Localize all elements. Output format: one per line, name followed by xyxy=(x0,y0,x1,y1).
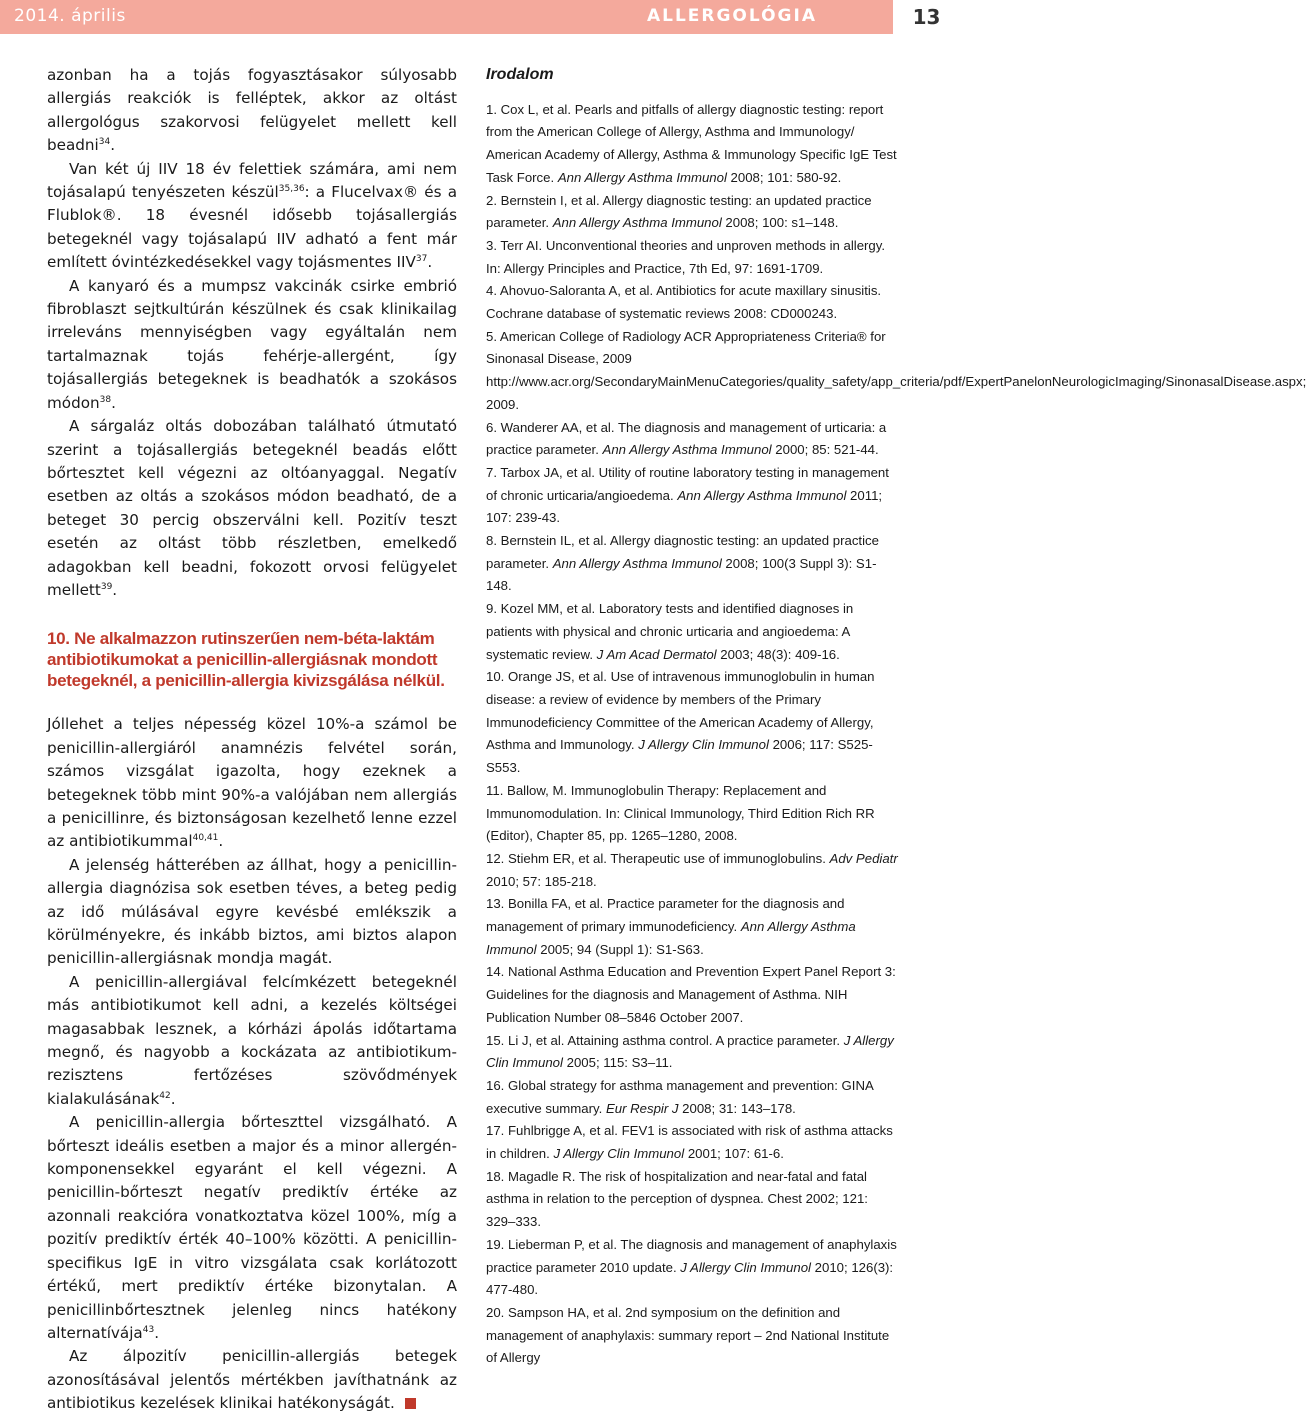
journal-name: Ann Allergy Asthma Immunol xyxy=(602,442,772,458)
reference-item: 17. Fuhlbrigge A, et al. FEV1 is associated with risk of asthma attacks in children. J Allergy Clin Immunol 2001; 107: 61-6. xyxy=(486,1123,893,1162)
journal-name: J Allergy Clin Immunol xyxy=(486,1032,894,1071)
end-of-article-mark xyxy=(405,1398,416,1409)
paragraph: Az álpozitív penicillin-allergiás betegek azonosításával jelentős mértékben javíthatnánk az antibiotikus kezelések klinikai hatékonyságát. xyxy=(47,1347,457,1413)
paragraph: Van két új IIV 18 év felettiek számára, ami nem tojásalapú tenyészeten készül$^{35,36}$: a Flucelvax® és a Flublok®. 18 évesnél idősebb tojásallergiás betegeknél vagy tojásalapú IIV adható a fent már említett óvintézkedésekkel vagy tojásmentes IIV$^{37}$. xyxy=(47,159,457,272)
main-text-column xyxy=(47,64,457,1416)
reference-item: 14. National Asthma Education and Prevention Expert Panel Report 3: Guidelines for the diagnosis and Management of Asthma. NIH Publication Number 08–5846 October 2007. xyxy=(486,964,896,1025)
paragraph: A sárgaláz oltás dobozában található útmutató szerint a tojásallergiás betegeknél beadás előtt bőrtesztet kell végezni az oltóanyaggal. Negatív esetben az oltás a szokásos módon beadható, de a beteget 30 percig obszerválni kell. Pozitív teszt esetén az oltást több részletben, emelkedő adagokban kell beadni, fokozott orvosi felügyelet mellett$^{39}$. xyxy=(47,417,457,599)
section-heading: 10. Ne alkalmazzon rutinszerűen nem-béta-laktám antibiotikumokat a penicillin-allergiásnak mondott betegeknél, a penicillin-allergia kivizsgálása nélkül. xyxy=(47,629,445,691)
reference-item: 12. Stiehm ER, et al. Therapeutic use of immunoglobulins. Adv Pediatr 2010; 57: 185-218. xyxy=(486,850,898,889)
reference-item: 4. Ahovuo-Saloranta A, et al. Antibiotics for acute maxillary sinusitis. Cochrane database of systematic reviews 2008: CD000243. xyxy=(486,283,882,322)
journal-name: Eur Respir J xyxy=(605,1100,679,1116)
journal-name: Ann Allergy Asthma Immunol xyxy=(486,919,856,957)
reference-item: 18. Magadle R. The risk of hospitalization and near-fatal and fatal asthma in relation to the perception of dyspnea. Chest 2002; 121: 329–333. xyxy=(486,1168,868,1230)
reference-item: 13. Bonilla FA, et al. Practice parameter for the diagnosis and management of primary immunodeficiency. Ann Allergy Asthma Immunol 2005; 94 (Suppl 1): S1-S63. xyxy=(486,896,856,957)
paragraph: A jelenség hátterében az állhat, hogy a penicillin-allergia diagnózisa sok esetben téves, a beteg pedig az idő múlásával egyre kevésbé emlékszik a körülményekre, és inkább biztos, ami biztos alapon penicillin-allergiásnak mondja magát. xyxy=(47,855,457,968)
references-title: Irodalom xyxy=(486,66,554,83)
header-bar xyxy=(0,0,893,34)
paragraph: Jóllehet a teljes népesség közel 10%-a számol be penicillin-allergiáról anamnézis felvétel során, számos vizsgálat igazolta, hogy ezeknek a betegeknek több mint 90%-a valójában nem allergiás a penicillinre, és biztonságosan kezelhető lenne ezzel az antibiotikummal$^{40,41}$. xyxy=(47,715,457,851)
reference-item: 5. American College of Radiology ACR Appropriateness Criteria® for Sinonasal Disease, 2009 http://www.acr.org/SecondaryMainMenuCategories/quality_safety/app_criteria/pdf/ExpertPanelonNeurologicImaging/SinonasalDisease.aspx; 2009. xyxy=(486,328,1306,412)
reference-item: 1. Cox L, et al. Pearls and pitfalls of allergy diagnostic testing: report from the American College of Allergy, Asthma and Immunology/ American Academy of Allergy, Asthma & Immunology Specific IgE Test Task Force. Ann Allergy Asthma Immunol 2008; 101: 580-92. xyxy=(486,101,897,185)
paragraph: A penicillin-allergiával felcímkézett betegeknél más antibiotikumot kell adni, a kezelés költségei magasabbak lesznek, a kórházi ápolás időtartama megnő, és nagyobb a kockázata az antibiotikum-rezisztens fertőzéses szövődmények kialakulásának$^{42}$. xyxy=(47,972,457,1108)
journal-name: Adv Pediatr xyxy=(829,850,898,866)
paragraph: A kanyaró és a mumpsz vakcinák csirke embrió fibroblaszt sejtkultúrán készülnek és csak klinikailag irreleváns mennyiségben vagy egyáltalán nem tartalmaznak tojás fehérje-allergént, így tojásallergiás betegeknek is beadhatók a szokásos módon$^{38}$. xyxy=(47,276,457,412)
reference-item: 7. Tarbox JA, et al. Utility of routine laboratory testing in management of chronic urticaria/angioedema. Ann Allergy Asthma Immunol 2011; 107: 239-43. xyxy=(486,464,889,526)
journal-name: J Allergy Clin Immunol xyxy=(553,1146,685,1162)
reference-item: 16. Global strategy for asthma management and prevention: GINA executive summary. Eur Respir J 2008; 31: 143–178. xyxy=(486,1077,874,1116)
reference-item: 8. Bernstein IL, et al. Allergy diagnostic testing: an updated practice parameter. Ann Allergy Asthma Immunol 2008; 100(3 Suppl 3): S1-148. xyxy=(486,533,879,594)
references-column xyxy=(486,64,1306,1370)
reference-item: 6. Wanderer AA, et al. The diagnosis and management of urticaria: a practice parameter. Ann Allergy Asthma Immunol 2000; 85: 521-44. xyxy=(486,419,887,458)
reference-item: 15. Li J, et al. Attaining asthma control. A practice parameter. J Allergy Clin Immunol 2005; 115: S3–11. xyxy=(486,1032,894,1071)
reference-item: 9. Kozel MM, et al. Laboratory tests and identified diagnoses in patients with physical and chronic urticaria and angioedema: A systematic review. J Am Acad Dermatol 2003; 48(3): 409-16. xyxy=(486,601,854,662)
reference-item: 20. Sampson HA, et al. 2nd symposium on the definition and management of anaphylaxis: summary report – 2nd National Institute of Allergy xyxy=(486,1304,890,1366)
journal-name: J Allergy Clin Immunol xyxy=(680,1259,811,1275)
journal-name: ALLERGOLÓGIA xyxy=(646,6,817,26)
reference-item: 11. Ballow, M. Immunoglobulin Therapy: Replacement and Immunomodulation. In: Clinical Immunology, Third Edition Rich RR (Editor), Chapter 85, pp. 1265–1280, 2008. xyxy=(486,782,875,844)
page-header xyxy=(0,0,960,34)
reference-item: 2. Bernstein I, et al. Allergy diagnostic testing: an updated practice parameter. Ann Allergy Asthma Immunol 2008; 100: s1–148. xyxy=(486,192,872,231)
journal-name: Ann Allergy Asthma Immunol xyxy=(557,169,727,185)
paragraph: azonban ha a tojás fogyasztásakor súlyosabb allergiás reakciók is felléptek, akkor az oltást allergológus szakorvosi felügyelet mellett kell beadni$^{34}$. xyxy=(47,66,457,155)
reference-list xyxy=(486,99,1306,1370)
journal-name: Ann Allergy Asthma Immunol xyxy=(552,215,722,231)
journal-name: Ann Allergy Asthma Immunol xyxy=(677,487,847,503)
journal-name: Ann Allergy Asthma Immunol xyxy=(552,555,722,571)
reference-item: 3. Terr AI. Unconventional theories and unproven methods in allergy. In: Allergy Principles and Practice, 7th Ed, 97: 1691-1709. xyxy=(486,237,886,276)
paragraph: A penicillin-allergia bőrteszttel vizsgálható. A bőrteszt ideális esetben a major és a minor allergén-komponensekkel egyaránt el kell végezni. A penicillin-bőrteszt negatív prediktív értéke az azonnali reakcióra vonatkoztatva közel 100%, míg a pozitív prediktív érték 40–100% közötti. A penicillin-specifikus IgE in vitro vizsgálata csak korlátozott értékű, mert prediktív értéke bizonytalan. A penicillinbőrtesztnek jelenleg nincs hatékony alternatívája$^{43}$. xyxy=(47,1113,457,1342)
journal-name: J Allergy Clin Immunol xyxy=(638,737,769,753)
issue-date: 2014. április xyxy=(14,6,126,26)
page-number: 13 xyxy=(912,5,941,29)
journal-name: J Am Acad Dermatol xyxy=(596,646,717,662)
reference-item: 19. Lieberman P, et al. The diagnosis and management of anaphylaxis practice parameter 2010 update. J Allergy Clin Immunol 2010; 126(3): 477-480. xyxy=(486,1236,897,1298)
reference-item: 10. Orange JS, et al. Use of intravenous immunoglobulin in human disease: a review of evidence by members of the Primary Immunodeficiency Committee of the American Academy of Allergy, Asthma and Immunology. J Allergy Clin Immunol 2006; 117: S525-S553. xyxy=(486,669,875,776)
